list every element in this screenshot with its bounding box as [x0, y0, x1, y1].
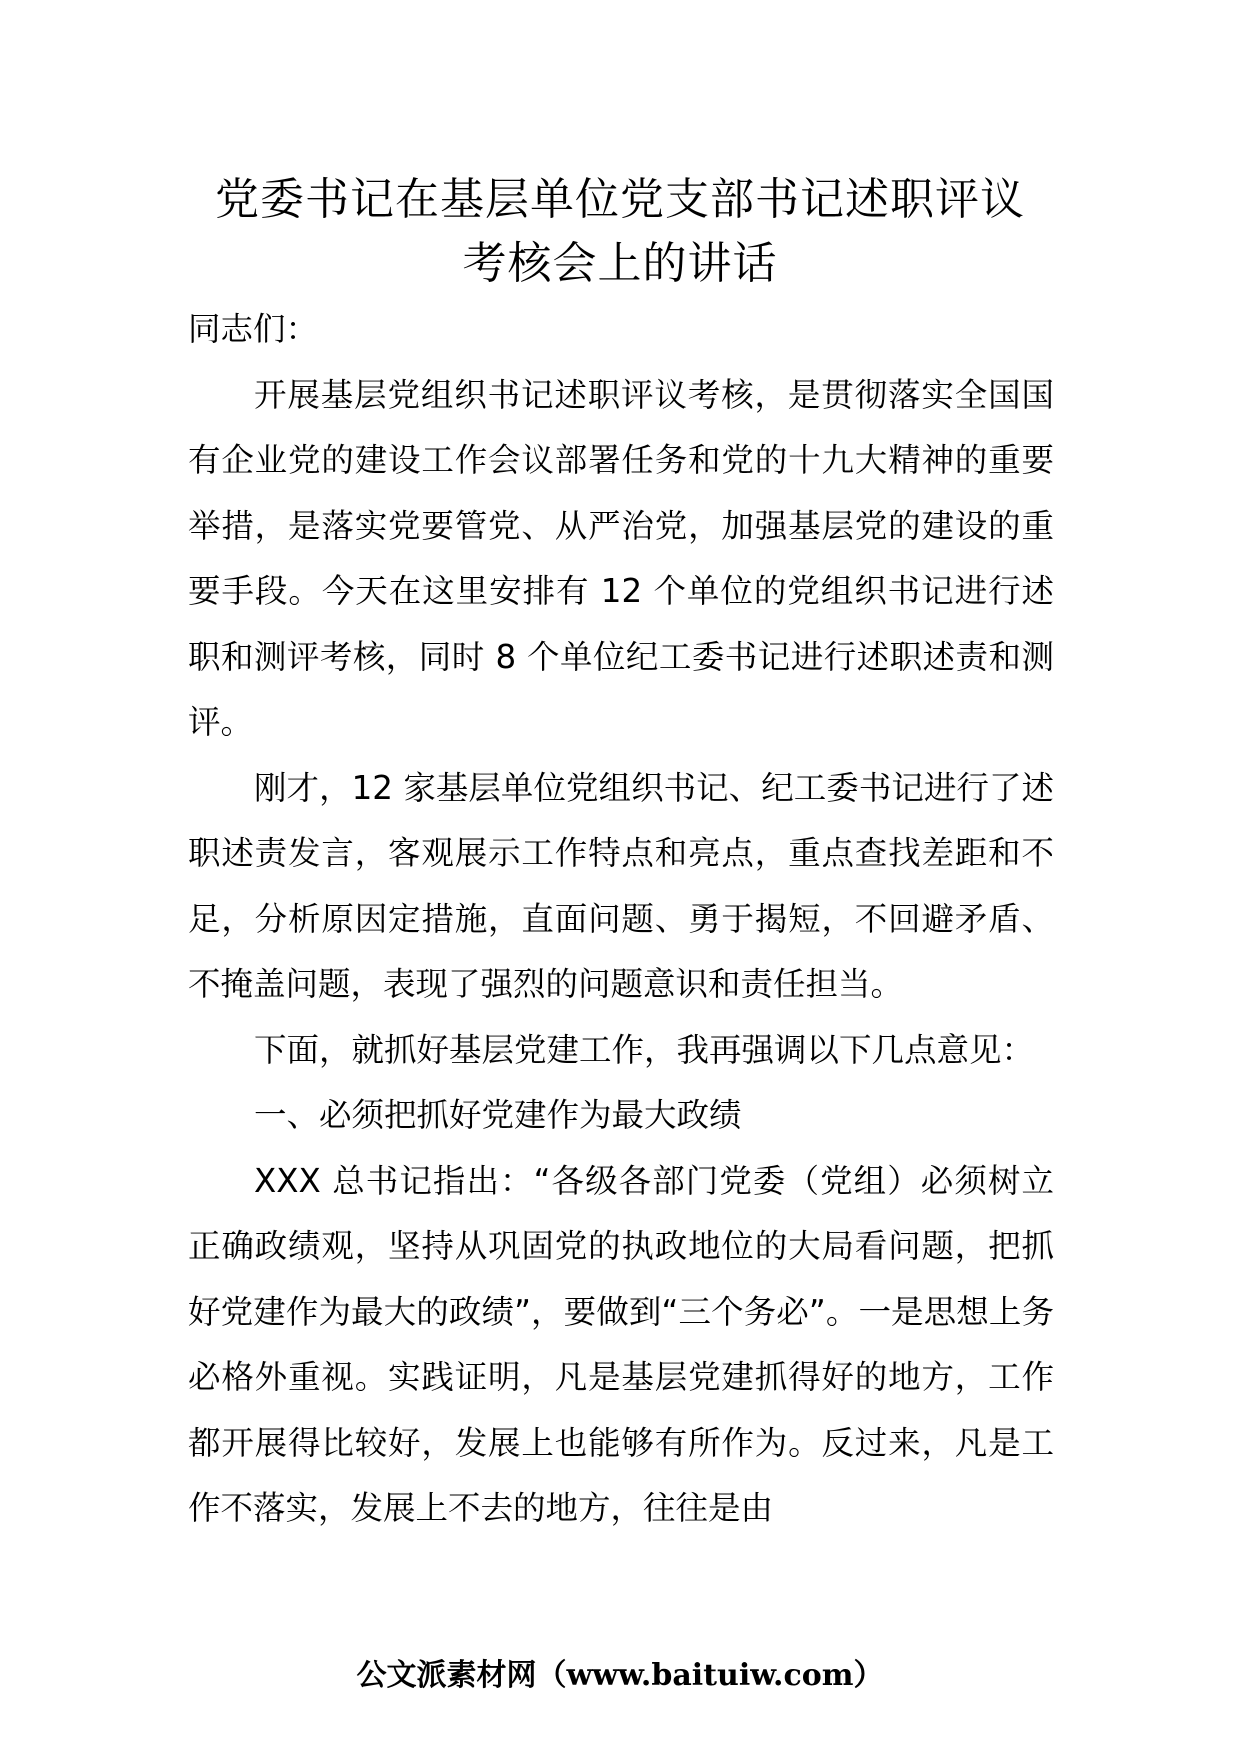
paragraph: XXX 总书记指出：“各级各部门党委（党组）必须树立正确政绩观，坚持从巩固党的执政地位的大局看问题，把抓好党建作为最大的政绩”，要做到“三个务必”。一是思想上务必格外重视。实践证明，凡是基层党建抓得好的地方，工作都开展得比较好，发展上也能够有所作为。反过来，凡是工作不落实，发展上不去的地方，往往是由: [188, 1161, 1054, 1527]
document-title-line-2: 考核会上的讲话: [462, 238, 778, 289]
document-body: [188, 297, 1054, 1542]
footer-watermark: 公文派素材网（www.baituiw.com）: [356, 1658, 884, 1693]
paragraph: 下面，就抓好基层党建工作，我再强调以下几点意见：: [254, 1030, 1035, 1069]
section-heading: 一、必须把抓好党建作为最大政绩: [254, 1096, 742, 1134]
paragraph: 开展基层党组织书记述职评议考核，是贯彻落实全国国有企业党的建设工作会议部署任务和党的十九大精神的重要举措，是落实党要管党、从严治党，加强基层党的建设的重要手段。今天在这里安排有 12 个单位的党组织书记进行述职和测评考核，同时 8 个单位纪工委书记进行述职述责和测评。: [188, 375, 1054, 741]
document-title-line-1: 党委书记在基层单位党支部书记述职评议: [215, 174, 1025, 225]
salutation: 同志们：: [188, 310, 319, 348]
paragraph: 刚才，12 家基层单位党组织书记、纪工委书记进行了述职述责发言，客观展示工作特点和亮点，重点查找差距和不足，分析原因定措施，直面问题、勇于揭短，不回避矛盾、不掩盖问题，表现了强烈的问题意识和责任担当。: [188, 768, 1054, 1003]
